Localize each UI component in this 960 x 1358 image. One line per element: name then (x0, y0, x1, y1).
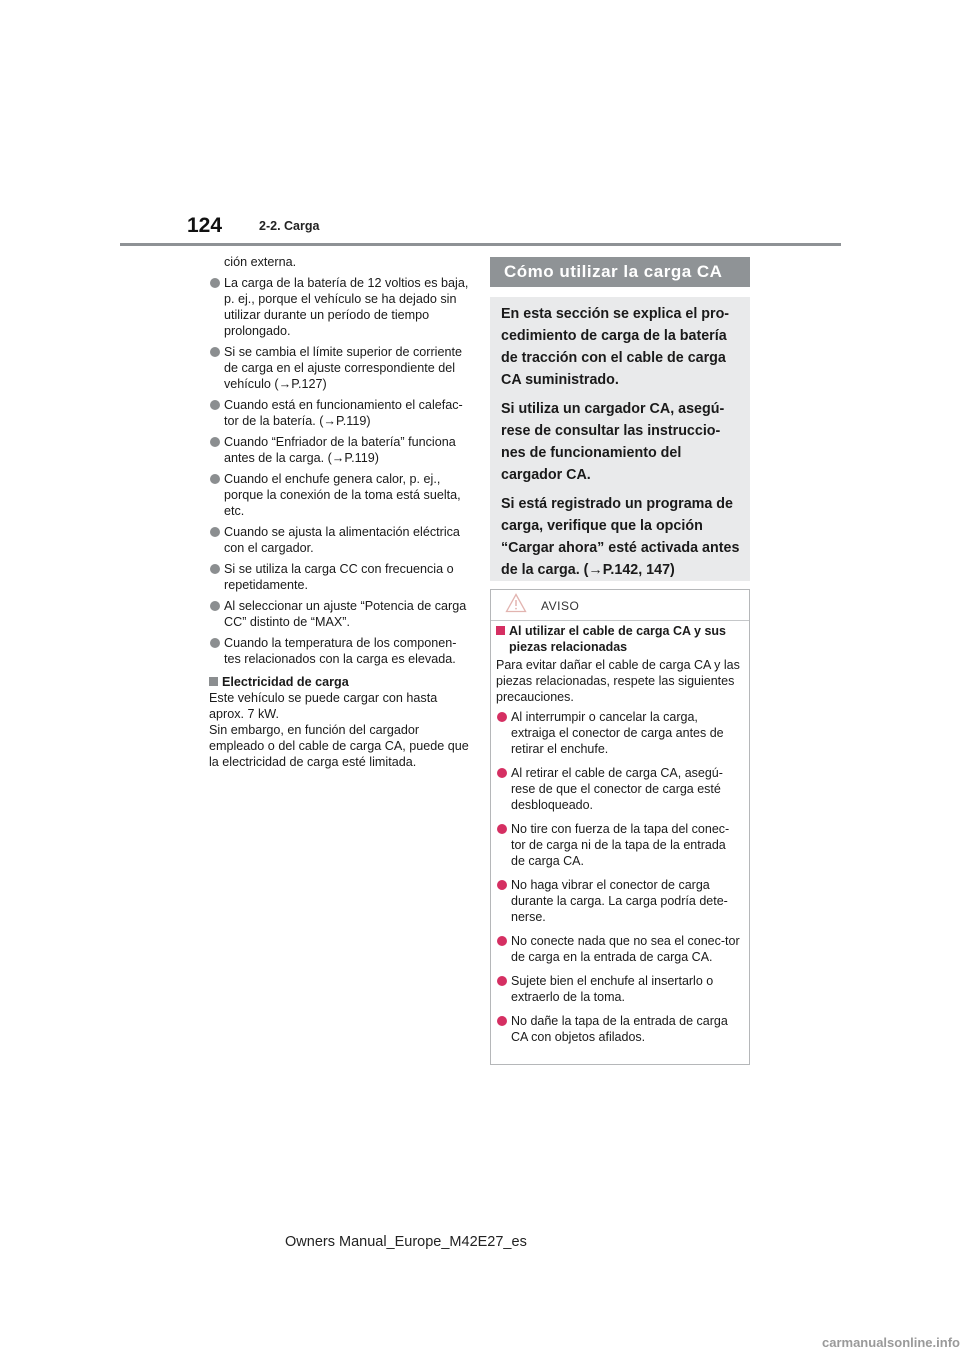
intro-box (490, 297, 750, 581)
list-item: Al retirar el cable de carga CA, asegú-rese de que el conector de carga esté desbloqueado. (496, 765, 741, 813)
list-item: Al interrumpir o cancelar la carga, extraiga el conector de carga antes de retirar el enchufe. (496, 709, 741, 757)
list-item: La carga de la batería de 12 voltios es baja, p. ej., porque el vehículo se ha dejado sin utilizar durante un período de tiempo prolongado. (209, 275, 471, 339)
bullet-icon (210, 474, 220, 484)
body-paragraph: Sin embargo, en función del cargador empleado o del cable de carga CA, puede que la electricidad de carga esté limitada. (209, 723, 469, 769)
bullet-icon (497, 936, 507, 946)
list-item: Sujete bien el enchufe al insertarlo o extraerlo de la toma. (496, 973, 741, 1005)
subheading: Electricidad de carga (209, 674, 471, 690)
page-number: 124 (187, 214, 223, 237)
intro-paragraph: Si utiliza un cargador CA, asegú-rese de consultar las instruccio-nes de funcionamiento del cargador CA. (501, 401, 725, 483)
list-item: Cuando se ajusta la alimentación eléctrica con el cargador. (209, 524, 471, 556)
bullet-icon (497, 976, 507, 986)
intro-paragraph: En esta sección se explica el pro-cedimiento de carga de la batería de tracción con el cable de carga CA suministrado. (501, 306, 730, 388)
bullet-icon (210, 638, 220, 648)
square-bullet-icon (209, 677, 218, 686)
bullet-icon (210, 347, 220, 357)
warning-heading: Al utilizar el cable de carga CA y sus piezas relacionadas (496, 623, 741, 655)
watermark-link[interactable]: carmanualsonline.info (822, 1335, 960, 1350)
footer-manual-id: Owners Manual_Europe_M42E27_es (285, 1234, 527, 1250)
bullet-icon (497, 1016, 507, 1026)
list-item: Al seleccionar un ajuste “Potencia de carga CC” distinto de “MAX”. (209, 598, 471, 630)
bullet-icon (497, 712, 507, 722)
warning-body (496, 623, 741, 1045)
bullet-icon (210, 437, 220, 447)
warning-text: Para evitar dañar el cable de carga CA y las piezas relacionadas, respete las siguientes precauciones. (496, 658, 740, 704)
list-item: Cuando la temperatura de los componen-tes relacionados con la carga es elevada. (209, 635, 471, 667)
warning-box (490, 589, 750, 1065)
list-item: No haga vibrar el conector de carga durante la carga. La carga podría dete-nerse. (496, 877, 741, 925)
list-item: Si se cambia el límite superior de corriente de carga en el ajuste correspondiente del vehículo (→P.127) (209, 344, 471, 392)
list-item: Cuando está en funcionamiento el calefac-tor de la batería. (→P.119) (209, 397, 471, 429)
list-item: No dañe la tapa de la entrada de carga CA con objetos afilados. (496, 1013, 741, 1045)
bullet-icon (210, 278, 220, 288)
list-item: Cuando el enchufe genera calor, p. ej., porque la conexión de la toma está suelta, etc. (209, 471, 471, 519)
continuation-text: ción externa. (224, 255, 297, 269)
section-title: 2-2. Carga (259, 219, 320, 233)
bullet-icon (497, 880, 507, 890)
bullet-icon (210, 400, 220, 410)
intro-paragraph: Si está registrado un programa de carga, verifique que la opción “Cargar ahora” esté activada antes de la carga. (→P.142, 147) (501, 496, 740, 578)
warning-title: AVISO (541, 599, 580, 613)
bullet-icon (497, 768, 507, 778)
bullet-icon (210, 564, 220, 574)
section-banner: Cómo utilizar la carga CA (490, 257, 750, 287)
warning-triangle-icon (505, 593, 527, 613)
bullet-icon (210, 527, 220, 537)
body-paragraph: Este vehículo se puede cargar con hasta aprox. 7 kW. (209, 691, 438, 721)
list-item: Cuando “Enfriador de la batería” funciona antes de la carga. (→P.119) (209, 434, 471, 466)
warning-header (491, 590, 749, 621)
list-item: No conecte nada que no sea el conec-tor de carga en la entrada de carga CA. (496, 933, 741, 965)
bullet-icon (210, 601, 220, 611)
square-bullet-icon (496, 626, 505, 635)
bullet-icon (497, 824, 507, 834)
header-divider (120, 243, 841, 246)
list-item: No tire con fuerza de la tapa del conec-tor de carga ni de la tapa de la entrada de carga CA. (496, 821, 741, 869)
list-item: Si se utiliza la carga CC con frecuencia o repetidamente. (209, 561, 471, 593)
left-column (209, 254, 471, 770)
